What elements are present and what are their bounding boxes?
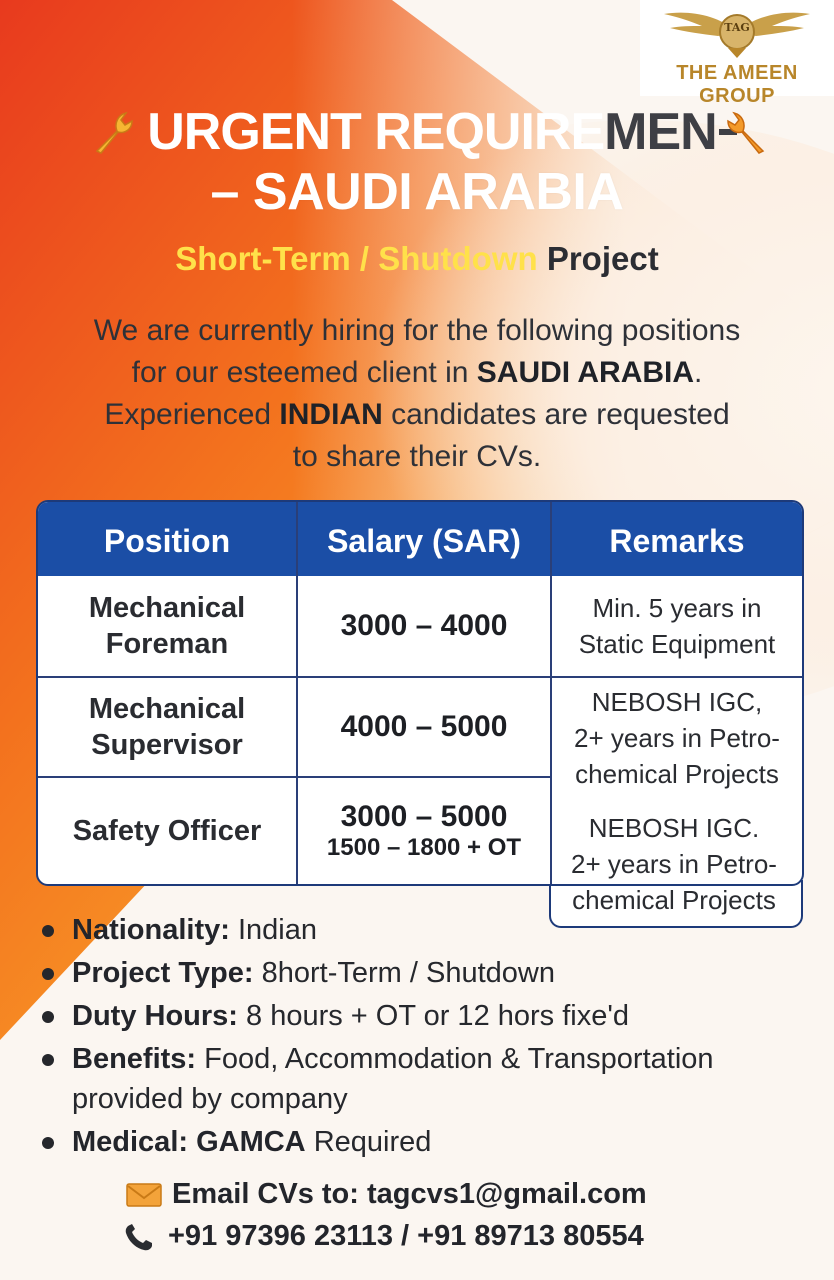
company-logo — [640, 0, 834, 107]
table-row-position — [38, 678, 296, 776]
subtitle-term: Short-Term / Shutdown — [175, 240, 538, 277]
list-item — [34, 1122, 824, 1162]
remarks-text: chemical Projects — [575, 759, 779, 789]
bullet-icon — [42, 1137, 54, 1149]
detail-label: Duty Hours: — [72, 1000, 238, 1032]
table-row-remarks — [551, 810, 797, 928]
intro-line: to share their CVs. — [292, 440, 542, 473]
table-row-salary: 3000 – 4000 — [340, 609, 508, 642]
envelope-icon — [126, 1180, 162, 1210]
detail-label: Medical: GAMCA — [72, 1126, 306, 1158]
company-name: THE AMEEN GROUP — [676, 62, 798, 107]
intro-text: for our esteemed client in — [131, 356, 477, 389]
bullet-icon — [42, 1054, 54, 1066]
column-header-position: Position — [103, 523, 231, 559]
detail-value: Required — [305, 1126, 432, 1158]
phone-icon — [122, 1222, 158, 1252]
logo-emblem-text: TAG — [724, 21, 750, 34]
position-text: Mechanical — [88, 592, 246, 624]
detail-value: 8 hours + OT or 12 hors fixe'd — [237, 1000, 630, 1032]
intro-nationality: INDIAN — [279, 398, 383, 431]
intro-text: candidates are requested — [382, 398, 730, 431]
intro-text: . — [694, 356, 703, 389]
subtitle — [0, 240, 834, 278]
wrench-icon — [719, 107, 769, 157]
table-row-remarks — [552, 678, 802, 802]
remarks-text: 2+ years in Petro- — [574, 723, 780, 753]
remarks-text: Min. 5 years in — [592, 593, 762, 623]
bullet-icon — [42, 1011, 54, 1023]
column-header-remarks: Remarks — [609, 523, 745, 559]
intro-country: SAUDI ARABIA — [476, 356, 695, 389]
column-divider — [296, 502, 298, 884]
table-header — [38, 502, 802, 576]
detail-label: Nationality: — [72, 914, 230, 946]
table-row-remarks — [552, 576, 802, 676]
position-text: Supervisor — [91, 729, 243, 761]
intro-line — [30, 352, 804, 394]
detail-value-continued: provided by company — [72, 1083, 348, 1115]
column-header-salary: Salary (SAR) — [327, 523, 521, 559]
intro-line — [30, 394, 804, 436]
intro-paragraph — [30, 310, 804, 478]
remarks-text: NEBOSH IGC. — [588, 813, 760, 843]
email-text[interactable]: Email CVs to: tagcvs1@gmail.com — [172, 1178, 647, 1210]
remarks-text: chemical Projects — [572, 885, 776, 915]
bullet-icon — [42, 968, 54, 980]
detail-value: Indian — [229, 914, 317, 946]
intro-text: Experienced — [104, 398, 280, 431]
detail-label: Benefits: — [72, 1043, 197, 1075]
email-contact — [126, 1178, 647, 1211]
table-row-position: Safety Officer — [72, 815, 262, 847]
wrench-icon — [91, 107, 141, 157]
headline-text-a: URGENT REQUIRE — [147, 103, 605, 161]
phone-contact — [122, 1220, 644, 1253]
intro-line: We are currently hiring for the following positions — [93, 314, 741, 347]
position-text: Mechanical — [88, 693, 246, 725]
salary-text: 3000 – 5000 — [340, 800, 508, 833]
list-item — [34, 996, 824, 1036]
table-row-position — [38, 576, 296, 676]
headline-line2: – SAUDI ARABIA — [210, 163, 624, 221]
table-row-salary: 4000 – 5000 — [340, 710, 508, 743]
detail-label: Project Type: — [72, 957, 254, 989]
bullet-icon — [42, 925, 54, 937]
headline-text-b: MEN — [604, 103, 717, 161]
table-row-salary — [298, 778, 550, 884]
position-text: Foreman — [105, 628, 229, 660]
headline-line1 — [40, 100, 820, 164]
phone-numbers[interactable]: +91 97396 23113 / +91 89713 80554 — [168, 1220, 644, 1252]
list-item — [34, 1039, 824, 1119]
remarks-text: 2+ years in Petro- — [571, 849, 777, 879]
detail-value: Food, Accommodation & Transportation — [196, 1043, 714, 1075]
subtitle-project: Project — [546, 240, 659, 277]
salary-ot-text: 1500 – 1800 + OT — [326, 834, 522, 861]
detail-value: 8hort-Term / Shutdown — [253, 957, 555, 989]
remarks-text: Static Equipment — [578, 629, 776, 659]
list-item — [34, 953, 824, 993]
details-list — [34, 910, 824, 1165]
remarks-text: NEBOSH IGC, — [591, 687, 763, 717]
